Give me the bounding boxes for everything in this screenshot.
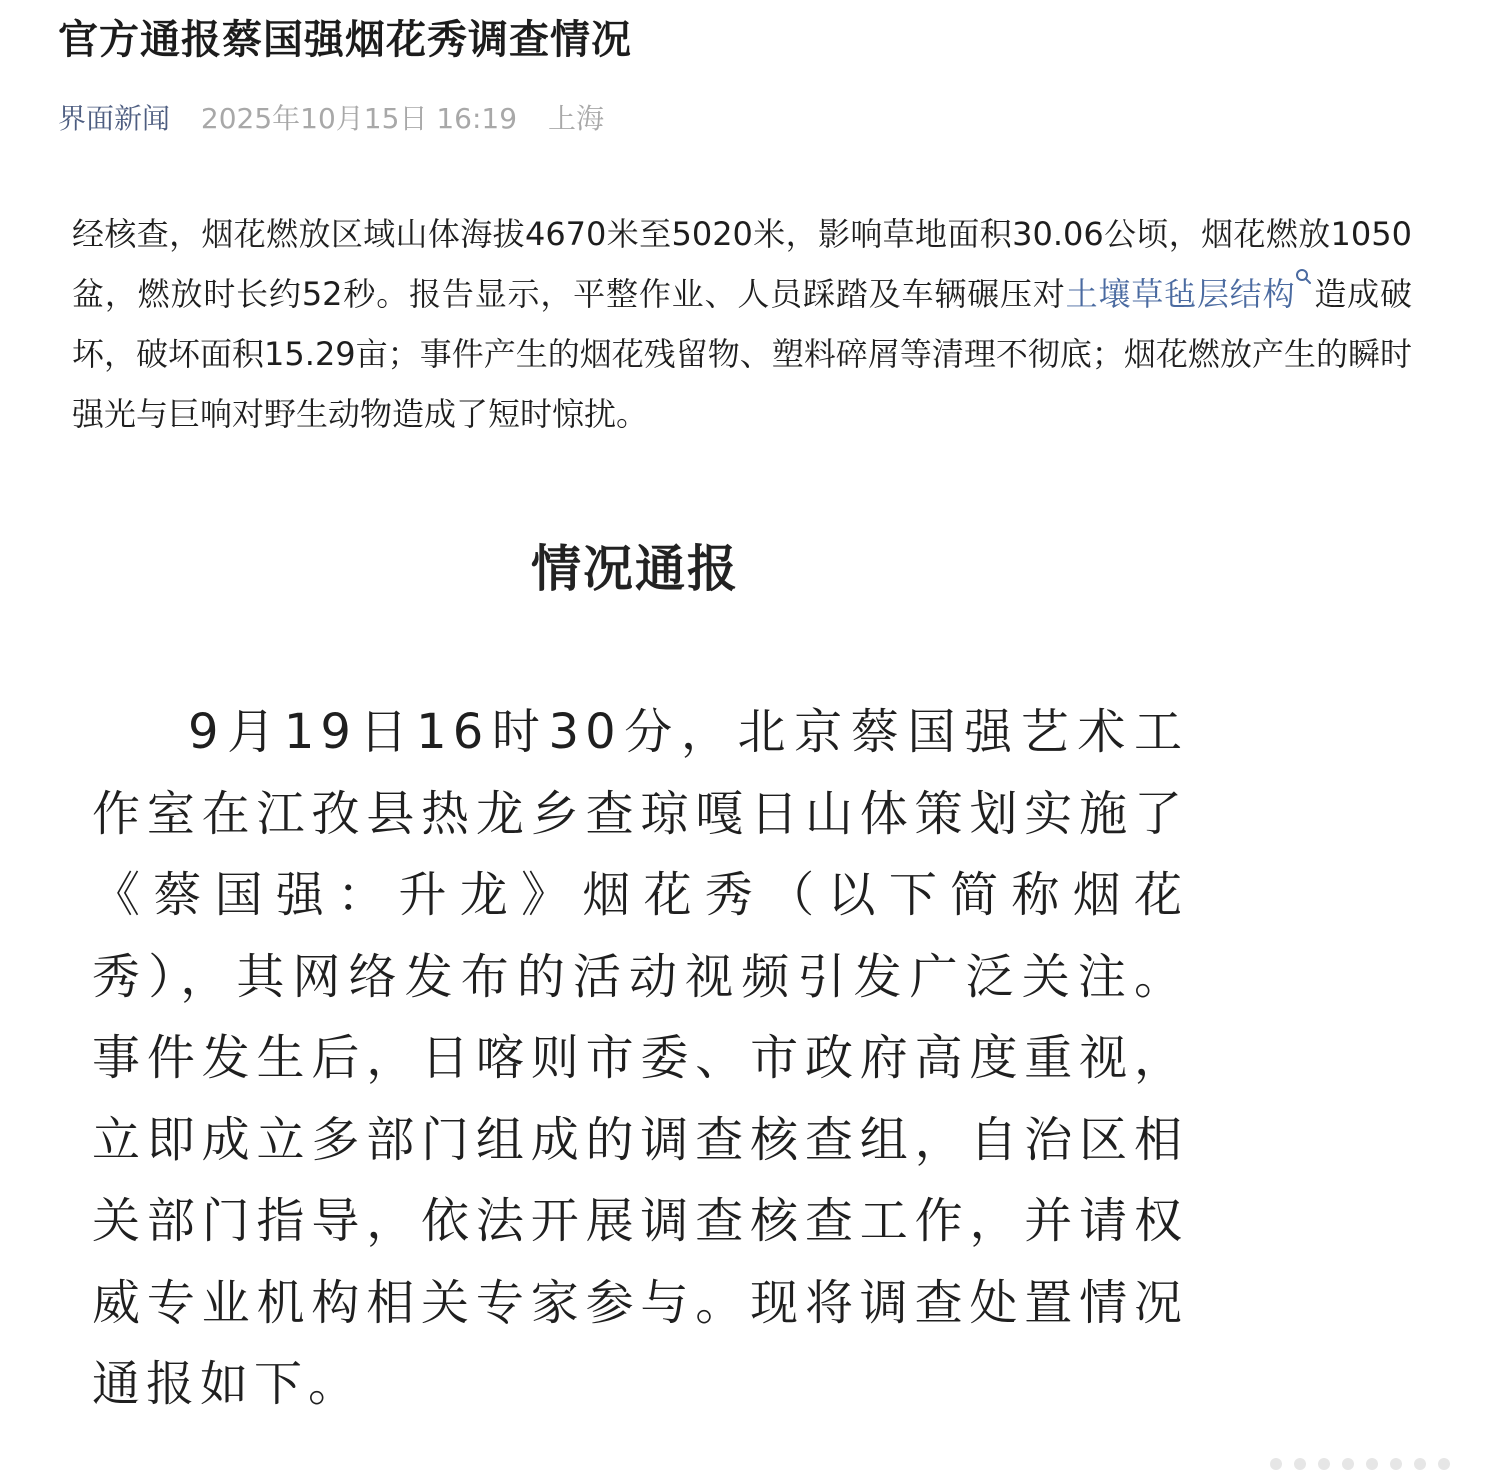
watermark-dot <box>1318 1458 1330 1470</box>
image-watermark <box>1270 1458 1450 1470</box>
article-title: 官方通报蔡国强烟花秀调查情况 <box>58 17 632 63</box>
keyword-search-link[interactable]: 土壤草毡层结构 <box>1065 275 1296 313</box>
article-summary <box>72 204 1412 444</box>
watermark-dot <box>1294 1458 1306 1470</box>
watermark-dot <box>1342 1458 1354 1470</box>
notice-heading: 情况通报 <box>531 540 739 598</box>
watermark-dot <box>1366 1458 1378 1470</box>
search-icon[interactable] <box>1295 268 1313 290</box>
source-name[interactable]: 界面新闻 <box>58 102 171 135</box>
watermark-dot <box>1438 1458 1450 1470</box>
watermark-dot <box>1390 1458 1402 1470</box>
summary-text-before: 经核查，烟花燃放区域山体海拔4670米至5020米，影响草地面积30.06公顷，烟花燃放1050盆，燃放时长约52秒。报告显示，平整作业、人员踩踏及车辆碾压对 <box>72 215 1412 313</box>
summary-text-after: 造成破坏，破坏面积15.29亩；事件产生的烟花残留物、塑料碎屑等清理不彻底；烟花燃放产生的瞬时强光与巨响对野生动物造成了短时惊扰。 <box>72 275 1412 433</box>
watermark-dot <box>1270 1458 1282 1470</box>
watermark-dot <box>1414 1458 1426 1470</box>
publish-date: 2025年10月15日 16:19 <box>200 102 518 135</box>
publish-location: 上海 <box>547 102 604 135</box>
notice-image[interactable] <box>0 470 1486 1484</box>
notice-body: 9月19日16时30分，北京蔡国强艺术工作室在江孜县热龙乡查琼嘎日山体策划实施了《蔡国强：升龙》烟花秀（以下简称烟花秀），其网络发布的活动视频引发广泛关注。事件发生后，日喀则市委、市政府高度重视，立即成立多部门组成的调查核查组，自治区相关部门指导，依法开展调查核查工作，并请权威专业机构相关专家参与。现将调查处置情况通报如下。 <box>92 704 1188 1412</box>
article-meta <box>58 98 604 140</box>
